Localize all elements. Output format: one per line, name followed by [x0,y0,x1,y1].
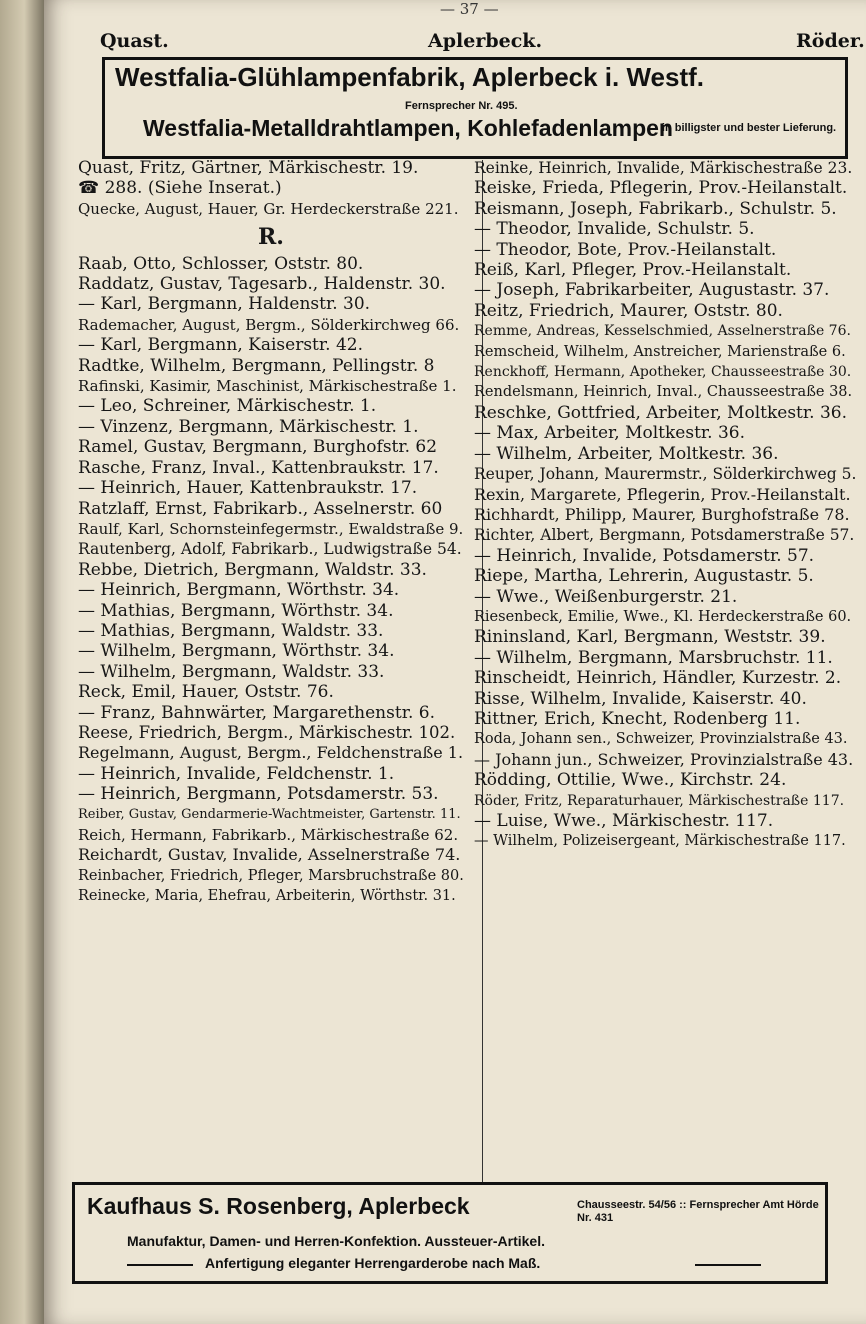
directory-entry: — Mathias, Bergmann, Waldstr. 33. [78,620,384,641]
directory-entry: Richter, Albert, Bergmann, Potsdamerstraße 57. [474,526,855,545]
directory-entry: Reichardt, Gustav, Invalide, Asselnerstraße 74. [78,845,461,865]
directory-entry: Rafinski, Kasimir, Maschinist, Märkischestraße 1. [78,377,457,396]
directory-entry: — Vinzenz, Bergmann, Märkischestr. 1. [78,416,419,437]
directory-entry: — Wwe., Weißenburgerstr. 21. [474,586,738,607]
directory-entry: — Wilhelm, Bergmann, Wörthstr. 34. [78,641,395,662]
directory-entry: — Heinrich, Bergmann, Wörthstr. 34. [78,580,400,601]
directory-entry: — Joseph, Fabrikarbeiter, Augustastr. 37. [474,280,830,301]
ad-top-phone: Fernsprecher Nr. 495. [405,100,518,112]
directory-entry: Richhardt, Philipp, Maurer, Burghofstraße 78. [474,504,850,524]
directory-entry: Rittner, Erich, Knecht, Rodenberg 11. [474,708,801,729]
directory-entry: ☎ 288. (Siehe Inserat.) [78,178,282,199]
book-spine [0,0,44,1324]
header-center: Aplerbeck. [428,30,543,52]
ad-top-note: in billigster und bester Lieferung. [661,122,837,134]
ad-bottom-title: Kaufhaus S. Rosenberg, Aplerbeck [87,1193,470,1219]
directory-entry: Rautenberg, Adolf, Fabrikarb., Ludwigstraße 54. [78,540,462,559]
directory-entry: — Heinrich, Hauer, Kattenbraukstr. 17. [78,478,418,499]
directory-entry: Risse, Wilhelm, Invalide, Kaiserstr. 40. [474,688,807,709]
directory-entry: Rendelsmann, Heinrich, Inval., Chausseestraße 38. [474,384,853,401]
directory-entry: Rinscheidt, Heinrich, Händler, Kurzestr. 2. [474,668,842,689]
ad-bottom-line2: Manufaktur, Damen- und Herren-Konfektion. Aussteuer-Artikel. [127,1233,545,1249]
directory-entry: — Johann jun., Schweizer, Provinzialstraße 43. [474,749,854,769]
ad-bottom-rule-left [127,1264,193,1266]
directory-entry: — Max, Arbeiter, Moltkestr. 36. [474,423,746,444]
directory-entry: Reiß, Karl, Pfleger, Prov.-Heilanstalt. [474,260,792,281]
directory-entry: — Mathias, Bergmann, Wörthstr. 34. [78,600,394,621]
section-letter: R. [258,224,284,251]
directory-entry: Reuper, Johann, Maurermstr., Sölderkirchweg 5. [474,465,857,484]
directory-entry: Rödding, Ottilie, Wwe., Kirchstr. 24. [474,770,787,791]
directory-entry: — Karl, Bergmann, Haldenstr. 30. [78,294,371,315]
directory-entry: Radtke, Wilhelm, Bergmann, Pellingstr. 8 [78,355,435,376]
entries-q [78,158,464,219]
directory-entry: — Wilhelm, Polizeisergeant, Märkischestraße 117. [474,833,846,850]
directory-entry: Renckhoff, Hermann, Apotheker, Chausseestraße 30. [474,364,852,381]
directory-entry: Raab, Otto, Schlosser, Oststr. 80. [78,253,364,274]
directory-entry: Reich, Hermann, Fabrikarb., Märkischestraße 62. [78,826,459,844]
directory-entry: — Karl, Bergmann, Kaiserstr. 42. [78,335,363,356]
page-number: — 37 — [440,0,499,18]
directory-entry: — Leo, Schreiner, Märkischestr. 1. [78,396,377,417]
directory-entry: Rexin, Margarete, Pflegerin, Prov.-Heilanstalt. [474,484,851,504]
directory-entry: — Theodor, Invalide, Schulstr. 5. [474,219,755,240]
directory-entry: Remme, Andreas, Kesselschmied, Asselnerstraße 76. [474,323,851,340]
ad-top-line1: Westfalia-Glühlampenfabrik, Aplerbeck i. Westf. [115,62,704,92]
directory-entry: Ratzlaff, Ernst, Fabrikarb., Asselnerstr. 60 [78,498,443,519]
directory-entry: Reinecke, Maria, Ehefrau, Arbeiterin, Wörthstr. 31. [78,888,456,905]
directory-entry: — Heinrich, Invalide, Feldchenstr. 1. [78,763,395,784]
directory-entry: — Heinrich, Invalide, Potsdamerstr. 57. [474,545,815,566]
directory-entry: — Wilhelm, Bergmann, Marsbruchstr. 11. [474,647,833,668]
ad-bottom-line3: Anfertigung eleganter Herrengarderobe nach Maß. [205,1255,541,1271]
directory-entry: Reismann, Joseph, Fabrikarb., Schulstr. 5. [474,198,837,219]
directory-entry: Riepe, Martha, Lehrerin, Augustastr. 5. [474,566,814,587]
directory-entry: Raulf, Karl, Schornsteinfegermstr., Ewaldstraße 9. [78,519,464,538]
directory-entry: Quecke, August, Hauer, Gr. Herdeckerstraße 221. [78,199,459,218]
directory-entry: — Wilhelm, Bergmann, Waldstr. 33. [78,661,385,682]
directory-entry: — Luise, Wwe., Märkischestr. 117. [474,811,774,831]
directory-entry: — Franz, Bahnwärter, Margarethenstr. 6. [78,702,435,723]
directory-entry: Reitz, Friedrich, Maurer, Oststr. 80. [474,300,783,321]
directory-entry: — Heinrich, Bergmann, Potsdamerstr. 53. [78,784,439,805]
directory-entry: Quast, Fritz, Gärtner, Märkischestr. 19. [78,158,419,178]
ad-bottom-rule-right [695,1264,761,1266]
header-right: Röder. [796,30,865,52]
entries-right [474,158,856,852]
directory-entry: Reinbacher, Friedrich, Pfleger, Marsbruchstraße 80. [78,867,464,884]
header-left: Quast. [100,30,169,52]
directory-entry: Raddatz, Gustav, Tagesarb., Haldenstr. 30. [78,274,446,295]
directory-entry: Reck, Emil, Hauer, Oststr. 76. [78,682,334,703]
ad-bottom-address: Chausseestr. 54/56 :: Fernsprecher Amt Hörde Nr. 431 [577,1199,819,1224]
ad-top-line2: Westfalia-Metalldrahtlampen, Kohlefadenlampen [143,115,673,141]
left-column [78,158,464,907]
directory-entry: Roda, Johann sen., Schweizer, Provinzialstraße 43. [474,731,848,748]
advertisement-top [102,57,848,159]
right-column [474,158,856,852]
directory-entry: Reiske, Frieda, Pflegerin, Prov.-Heilanstalt. [474,178,848,199]
directory-entry: — Wilhelm, Arbeiter, Moltkestr. 36. [474,443,779,464]
directory-entry: Reinke, Heinrich, Invalide, Märkischestraße 23. [474,159,853,177]
directory-entry: — Theodor, Bote, Prov.-Heilanstalt. [474,239,777,260]
directory-entry: Riesenbeck, Emilie, Wwe., Kl. Herdeckerstraße 60. [474,608,852,625]
directory-entry: Regelmann, August, Bergm., Feldchenstraße 1. [78,743,464,763]
directory-entry: Ramel, Gustav, Bergmann, Burghofstr. 62 [78,437,438,458]
directory-entry: Reiber, Gustav, Gendarmerie-Wachtmeister, Gartenstr. 11. [78,806,461,822]
directory-entry: Rininsland, Karl, Bergmann, Weststr. 39. [474,627,826,648]
directory-entry: Rasche, Franz, Inval., Kattenbraukstr. 17. [78,457,439,478]
directory-entry: Röder, Fritz, Reparaturhauer, Märkischestraße 117. [474,792,845,809]
advertisement-bottom [72,1182,828,1284]
directory-entry: Rademacher, August, Bergm., Sölderkirchweg 66. [78,315,460,334]
directory-entry: Reschke, Gottfried, Arbeiter, Moltkestr. 36. [474,402,847,423]
directory-entry: Rebbe, Dietrich, Bergmann, Waldstr. 33. [78,559,427,580]
directory-entry: Remscheid, Wilhelm, Anstreicher, Marienstraße 6. [474,343,846,360]
directory-entry: Reese, Friedrich, Bergm., Märkischestr. 102. [78,722,456,742]
entries-r [78,254,464,907]
